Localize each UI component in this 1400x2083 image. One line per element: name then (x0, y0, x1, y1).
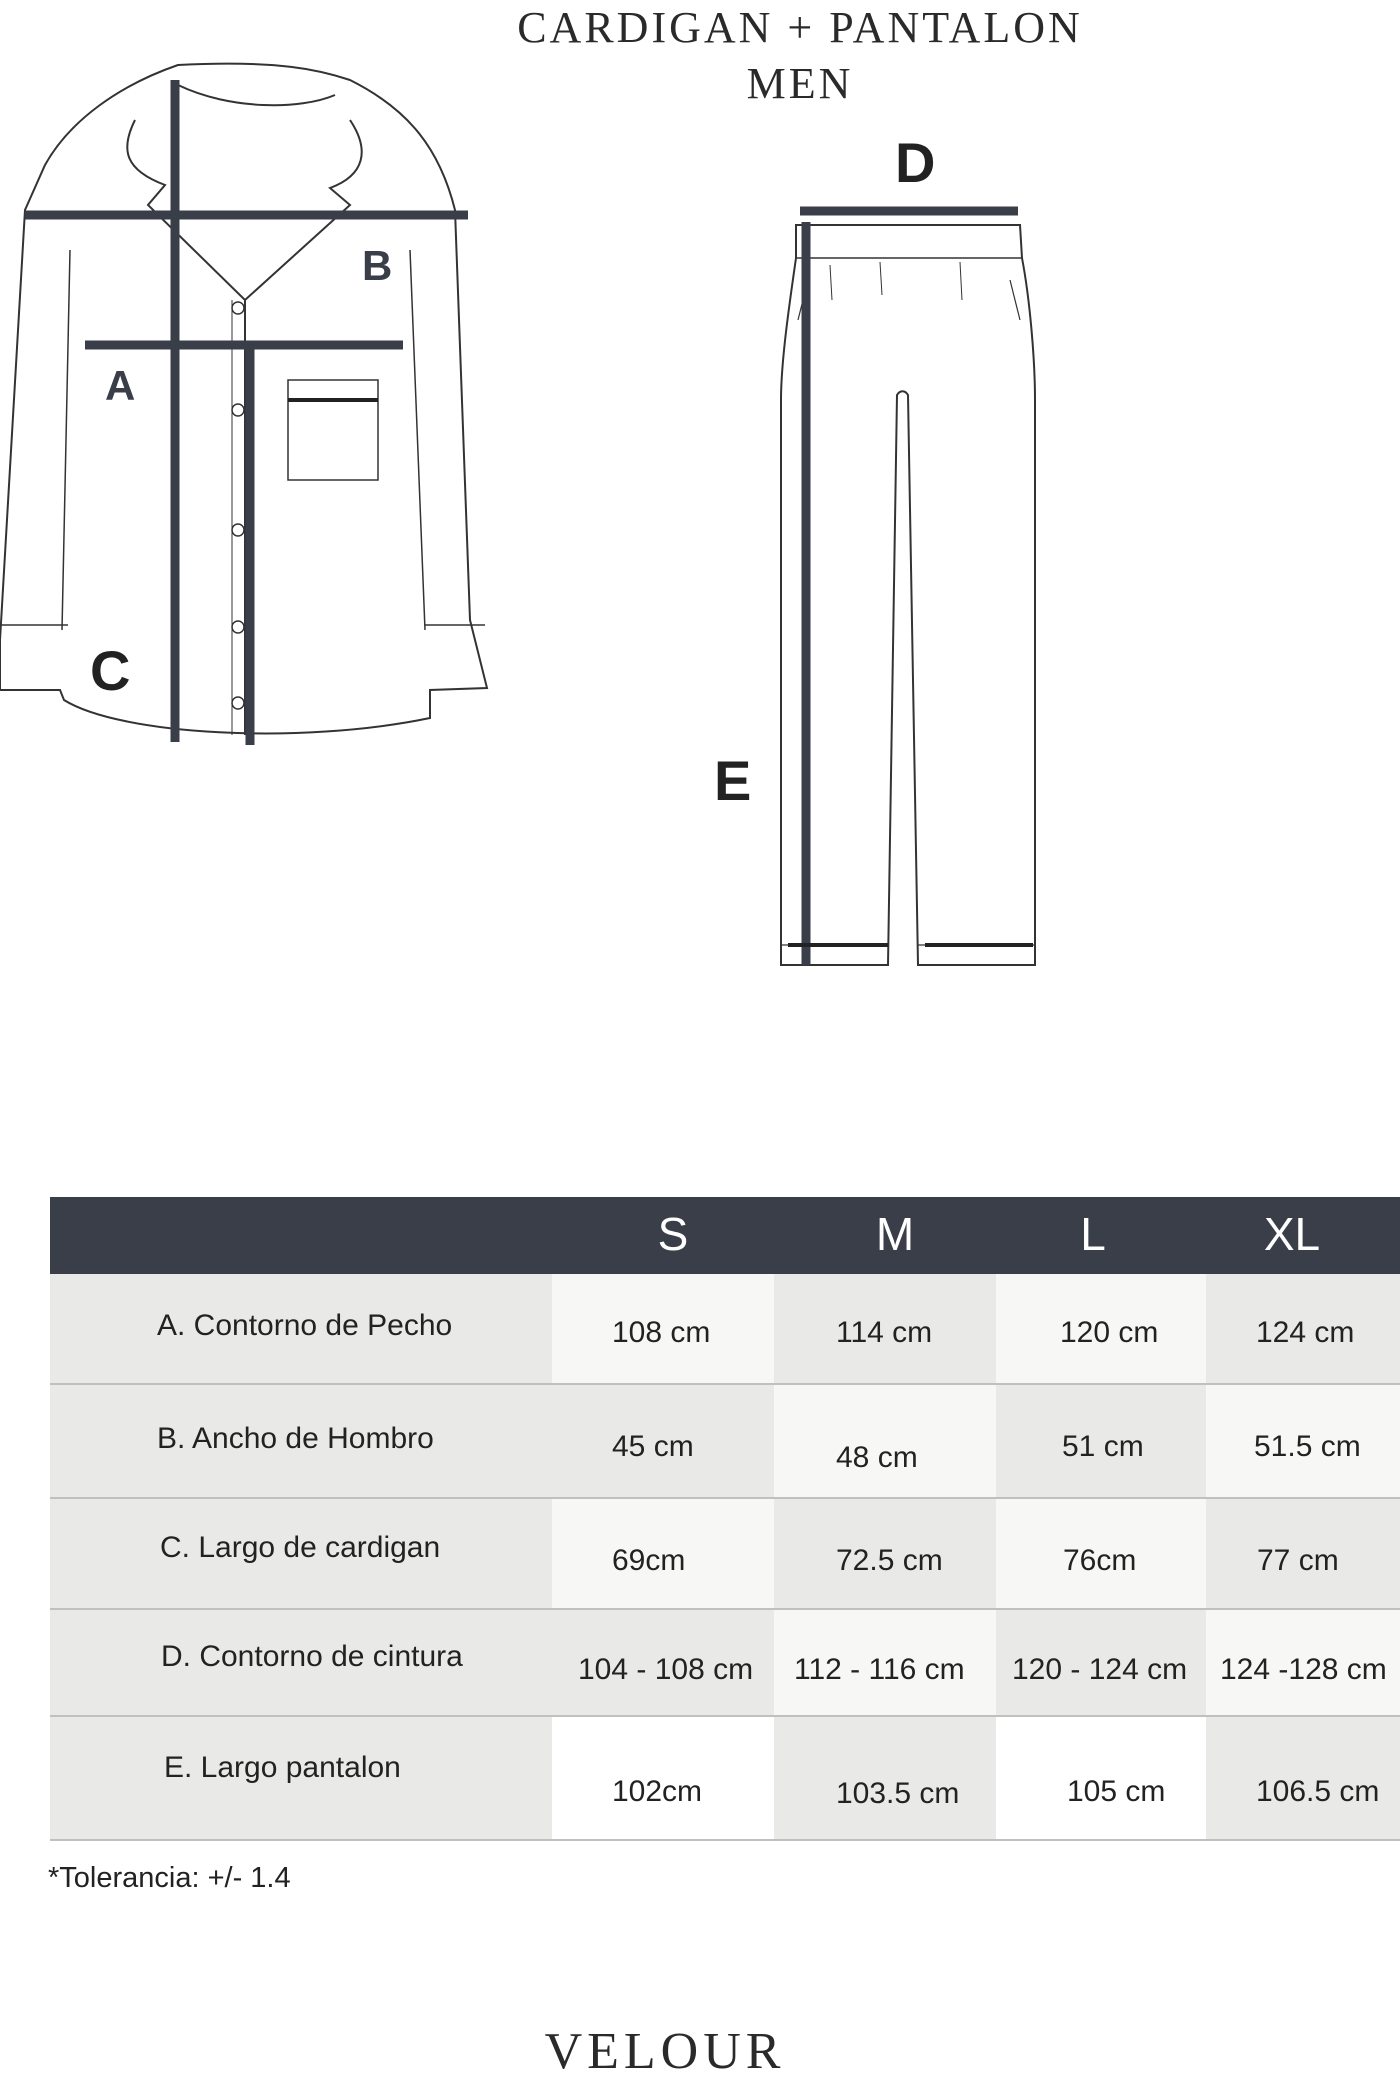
size-value: 103.5 cm (836, 1777, 960, 1810)
button-icons (232, 302, 244, 709)
page-subtitle: MEN (746, 59, 854, 108)
size-value: 104 - 108 cm (578, 1653, 754, 1686)
label-e: E (714, 749, 752, 812)
pants-outline (781, 225, 1035, 965)
size-value: 51 cm (1062, 1430, 1144, 1463)
row-label: C. Largo de cardigan (160, 1531, 441, 1564)
size-value: 51.5 cm (1254, 1430, 1361, 1463)
row-label: A. Contorno de Pecho (157, 1309, 453, 1342)
size-value: 120 cm (1060, 1316, 1159, 1349)
size-value: 105 cm (1067, 1775, 1166, 1808)
label-b: B (362, 242, 393, 289)
column-header-xl: XL (1263, 1208, 1321, 1260)
size-value: 77 cm (1257, 1544, 1339, 1577)
cardigan-outline (0, 64, 487, 734)
size-value: 45 cm (612, 1430, 694, 1463)
size-table (50, 1197, 1400, 1841)
column-header-s: S (657, 1208, 689, 1260)
column-header-l: L (1080, 1208, 1106, 1260)
size-value: 48 cm (836, 1441, 918, 1474)
row-label: D. Contorno de cintura (161, 1640, 463, 1673)
table-row (50, 1717, 1400, 1841)
garment-diagram (0, 0, 1400, 1000)
row-label: B. Ancho de Hombro (157, 1422, 434, 1455)
row-label: E. Largo pantalon (164, 1751, 401, 1784)
size-value: 120 - 124 cm (1012, 1653, 1188, 1686)
brand-logo: VELOUR (544, 2023, 786, 2080)
label-d: D (895, 131, 936, 194)
collar-outline (127, 120, 361, 300)
column-header-m: M (875, 1208, 915, 1260)
size-table-header (50, 1197, 1400, 1274)
measurement-lines (25, 80, 1018, 965)
label-a: A (105, 362, 136, 409)
size-value: 108 cm (612, 1316, 711, 1349)
table-row (50, 1610, 1400, 1717)
size-value: 69cm (612, 1544, 686, 1577)
size-value: 102cm (612, 1775, 703, 1808)
table-row (50, 1274, 1400, 1385)
size-value: 72.5 cm (836, 1544, 943, 1577)
tolerance-note: *Tolerancia: +/- 1.4 (48, 1862, 291, 1894)
table-row (50, 1385, 1400, 1499)
size-value: 124 cm (1256, 1316, 1355, 1349)
size-value: 114 cm (836, 1316, 933, 1349)
label-c: C (90, 639, 131, 702)
table-row (50, 1499, 1400, 1610)
size-value: 106.5 cm (1256, 1775, 1380, 1808)
page-title: CARDIGAN + PANTALON (517, 3, 1083, 52)
size-value: 76cm (1063, 1544, 1137, 1577)
size-value: 112 - 116 cm (794, 1653, 965, 1686)
size-value: 124 -128 cm (1220, 1653, 1387, 1686)
pocket-outline (288, 380, 378, 480)
